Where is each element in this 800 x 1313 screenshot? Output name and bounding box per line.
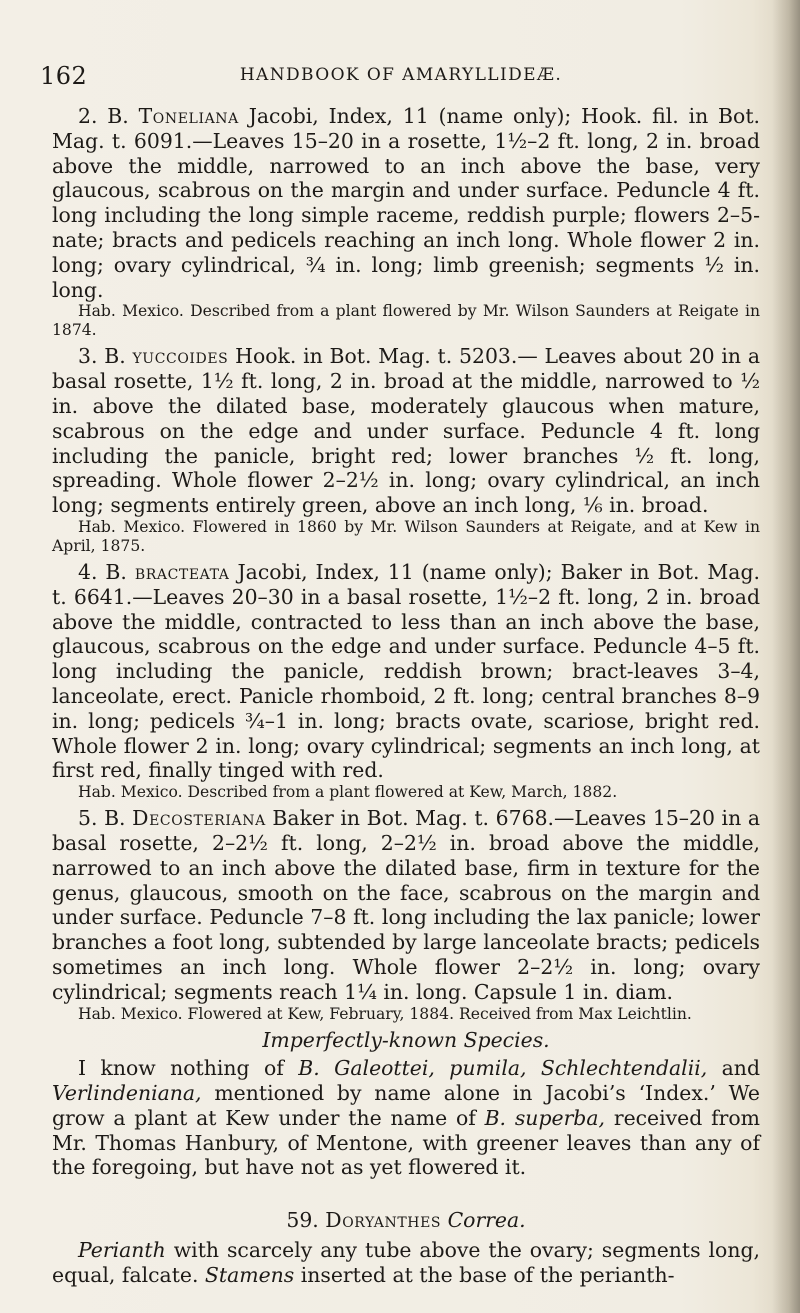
page-body [52, 104, 760, 1288]
entry-number: 4. B. [78, 559, 135, 584]
text-run: inserted at the base of the perianth- [294, 1262, 675, 1287]
species-description: Hook. in Bot. Mag. t. 5203.— Leaves about 20 in a basal rosette, 1½ ft. long, 2 in. broad at the middle, narrowed to ½ in. above the dilated base, moderately glaucous when mature, scabrous on the edge and under surface. Peduncle 4 ft. long including the panicle, bright red; lower branches ½ ft. long, spreading. Whole flower 2–2½ in. long; ovary cylindrical, an inch long; segments entirely green, above an inch long, ⅙ in. broad. [52, 344, 760, 518]
genus-number: 59. [286, 1208, 326, 1233]
species-names: B. Galeottei, pumila, Schlechtendalii, [298, 1056, 708, 1081]
habitat-note: Hab. Mexico. Described from a plant flowered at Kew, March, 1882. [78, 783, 618, 802]
habitat-note: Hab. Mexico. Flowered at Kew, February, 1884. Received from Max Leichtlin. [78, 1004, 692, 1023]
species-description: Jacobi, Index, 11 (name only); Hook. fil. in Bot. Mag. t. 6091.—Leaves 15–20 in a rosette, 1½–2 ft. long, 2 in. broad above the middle, narrowed to an inch above the base, very glaucous, scabrous on the margin and under surface. Peduncle 4 ft. long including the long simple raceme, reddish purple; flowers 2–5-nate; bracts and pedicels reaching an inch long. Whole flower 2 in. long; ovary cylindrical, ¾ in. long; limb greenish; segments ½ in. long. [52, 104, 760, 302]
running-head: HANDBOOK OF AMARYLLIDEÆ. [239, 65, 563, 85]
page-number: 162 [40, 62, 88, 90]
species-name: B. superba, [484, 1105, 606, 1130]
species-name: bracteata [134, 559, 230, 584]
section-heading: Imperfectly-known Species. [262, 1027, 550, 1052]
species-description: Jacobi, Index, 11 (name only); Baker in Bot. Mag. t. 6641.—Leaves 20–30 in a basal rosette, 1½–2 ft. long, 2 in. broad above the middle, contracted to less than an inch above the base, glaucous, scabrous on the edge and under surface. Peduncle 4–5 ft. long including the panicle, reddish brown; bract-leaves 3–4, lanceolate, erect. Panicle rhomboid, 2 ft. long; central branches 8–9 in. long; pedicels ¾–1 in. long; bracts ovate, scariose, bright red. Whole flower 2 in. long; ovary cylindrical; segments an inch long, at first red, finally tinged with red. [52, 559, 760, 783]
text-run: mentioned by name alone in Jacobi’s ‘Index.’ We grow a plant at Kew under the name of [52, 1081, 760, 1130]
species-name: Toneliana [138, 104, 239, 128]
genus-author: Correa. [447, 1208, 526, 1233]
entry-number: 5. B. [78, 806, 133, 831]
entry-number: 3. B. [78, 344, 133, 369]
text-run: received from Mr. Thomas Hanbury, of Mentone, with greener leaves than any of the foregoing, but have not as yet flowered it. [52, 1105, 760, 1180]
species-name: yuccoides [132, 344, 229, 369]
term-stamens: Stamens [204, 1262, 295, 1287]
page-header [36, 62, 766, 92]
habitat-note: Hab. Mexico. Described from a plant flowered by Mr. Wilson Saunders at Reigate in 1874. [52, 302, 760, 340]
habitat-note: Hab. Mexico. Flowered in 1860 by Mr. Wilson Saunders at Reigate, and at Kew in April, 1875. [52, 517, 760, 555]
species-entry-yuccoides [52, 344, 760, 518]
text-run: and [707, 1056, 760, 1081]
genus-description [52, 1238, 760, 1288]
term-perianth: Perianth [78, 1238, 166, 1263]
page-edge-shadow [772, 0, 800, 1313]
genus-heading [52, 1208, 760, 1233]
species-name: Decosteriana [132, 806, 266, 831]
species-name: Verlindeniana, [52, 1081, 202, 1106]
species-entry-bracteata [52, 560, 760, 783]
species-description: Baker in Bot. Mag. t. 6768.—Leaves 15–20 in a basal rosette, 2–2½ ft. long, 2–2½ in. broad above the middle, narrowed to an inch above the dilated base, firm in texture for the genus, glaucous, smooth on the face, scabrous on the margin and under surface. Peduncle 7–8 ft. long including the lax panicle; lower branches a foot long, subtended by large lanceolate bracts; pedicels sometimes an inch long. Whole flower 2–2½ in. long; ovary cylindrical; segments reach 1¼ in. long. Capsule 1 in. diam. [52, 806, 760, 1004]
text-run: with scarcely any tube above the ovary; segments long, equal, falcate. [52, 1238, 760, 1287]
imperfect-species-paragraph [52, 1056, 760, 1180]
entry-number: 2. B. [78, 104, 139, 128]
genus-name: Doryanthes [325, 1208, 442, 1233]
species-entry-decosteriana [52, 806, 760, 1004]
species-entry-toneliana [52, 104, 760, 302]
text-run: I know nothing of [78, 1056, 299, 1081]
